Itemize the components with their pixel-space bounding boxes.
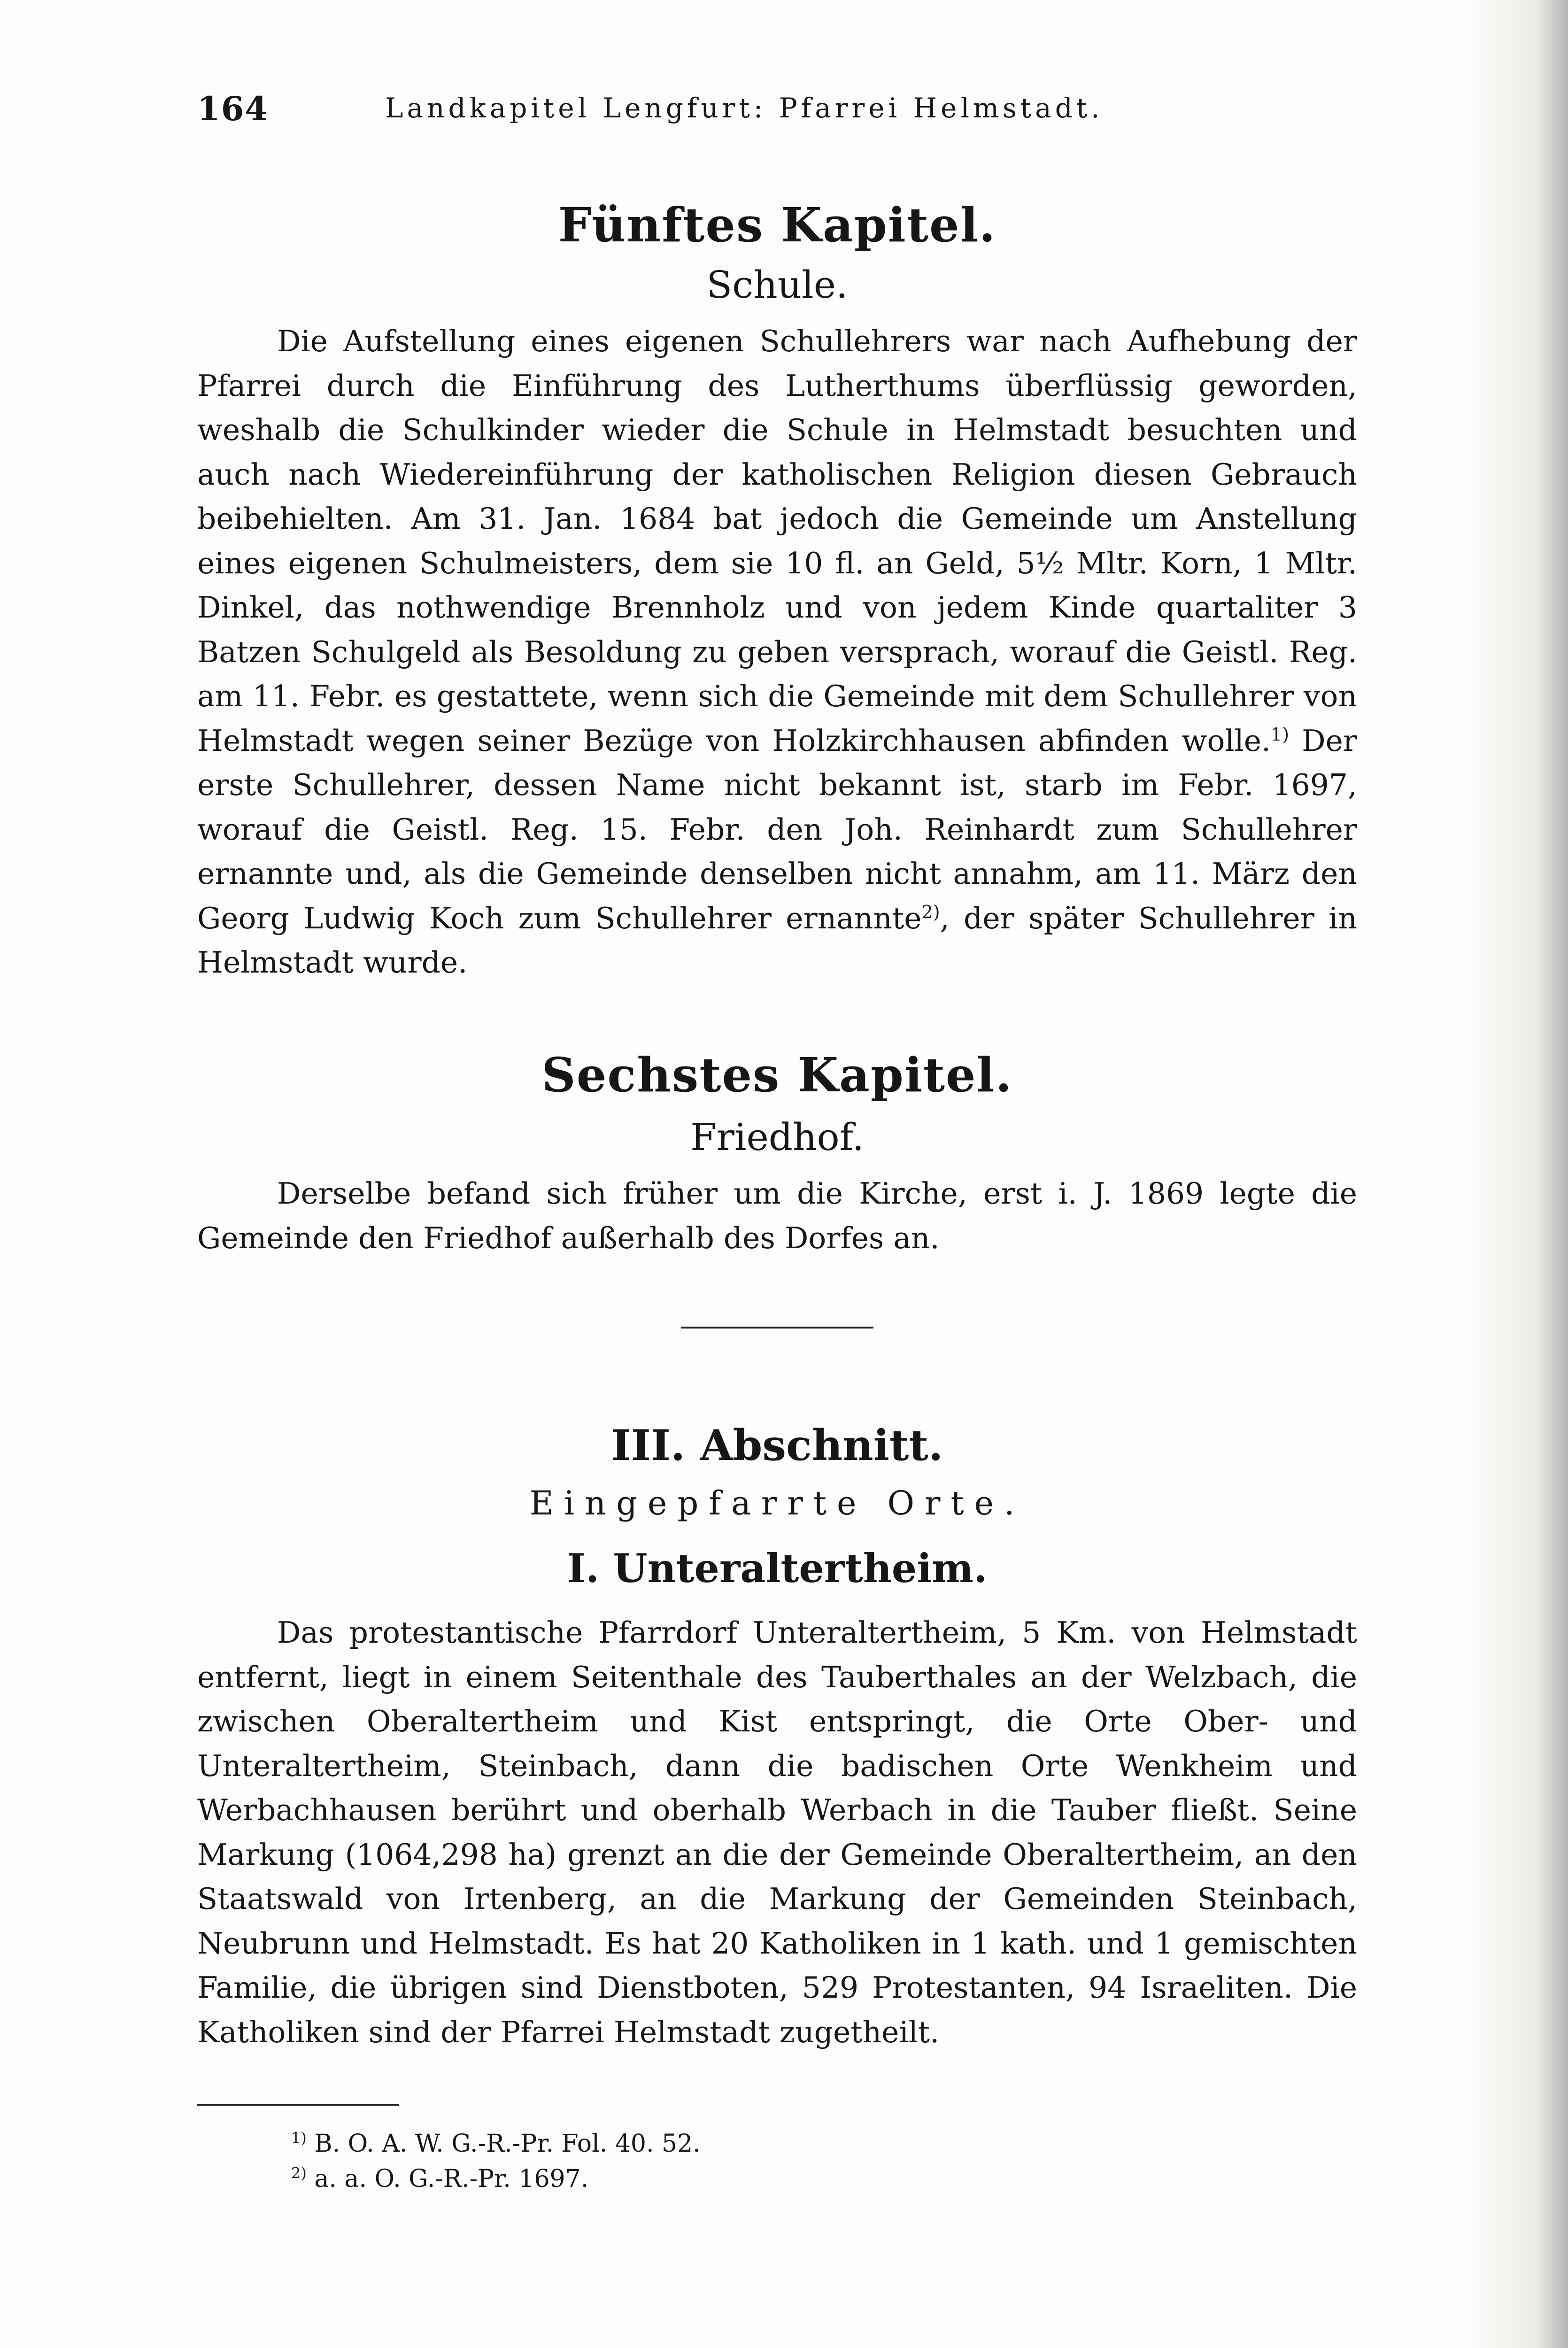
footnote-ref-1: 1) [1271,724,1290,745]
footnote-1-mark: 1) [291,2129,307,2147]
chapter-5-paragraph [197,319,1357,985]
chapter-5-text-1: Die Aufstellung eines eigenen Schullehrers war nach Aufhebung der Pfarrei durch die Einführung des Lutherthums überflüssig geworden, weshalb die Schulkinder wieder die Schule in Helmstadt besuchten und auch nach Wiedereinführung der katholischen Religion diesen Gebrauch beibehielten. Am 31. Jan. 1684 bat jedoch die Gemeinde um Anstellung eines eigenen Schulmeisters, dem sie 10 fl. an Geld, 5½ Mltr. Korn, 1 Mltr. Dinkel, das nothwendige Brennholz und von jedem Kinde quartaliter 3 Batzen Schulgeld als Besoldung zu geben versprach, worauf die Geistl. Reg. am 11. Febr. es gestattete, wenn sich die Gemeinde mit dem Schullehrer von Helmstadt wegen seiner Bezüge von Holzkirchhausen abfinden wolle. [197,324,1357,758]
place-title: I. Unteraltertheim. [567,1545,988,1591]
chapter-5-text-3: , der später Schullehrer in Helmstadt wurde. [197,901,1358,980]
running-title: Landkapitel Lengfurt: Pfarrei Helmstadt. [385,92,1104,124]
chapter-5-text-2: Der erste Schullehrer, dessen Name nicht bekannt ist, starb im Febr. 1697, worauf die Geistl. Reg. 15. Febr. den Joh. Reinhardt zum Schullehrer ernannte und, als die Gemeinde denselben nicht annahm, am 11. März den Georg Ludwig Koch zum Schullehrer ernannte [197,723,1358,935]
section-divider [681,1327,873,1328]
chapter-5-subtitle: Schule. [706,263,848,307]
footnote-2-text: a. a. O. G.-R.-Pr. 1697. [306,2165,589,2193]
footnote-rule [197,2104,399,2106]
chapter-6-paragraph: Derselbe befand sich früher um die Kirche, erst i. J. 1869 legte die Gemeinde den Friedhof außerhalb des Dorfes an. [197,1176,1357,1255]
chapter-6-subtitle: Friedhof. [690,1115,864,1159]
section-3-title: III. Abschnitt. [611,1421,943,1470]
section-3-subtitle: Eingepfarrte Orte. [529,1484,1025,1522]
footnote-ref-2: 2) [921,901,940,922]
chapter-5-title: Fünftes Kapitel. [558,197,996,253]
section-3-paragraph: Das protestantische Pfarrdorf Unteraltertheim, 5 Km. von Helmstadt entfernt, liegt in einem Seitenthale des Tauberthales an der Welzbach, die zwischen Oberaltertheim und Kist entspringt, die Orte Ober- und Unteraltertheim, Steinbach, dann die badischen Orte Wenkheim und Werbachhausen berührt und oberhalb Werbach in die Tauber fließt. Seine Markung (1064,298 ha) grenzt an die der Gemeinde Oberaltertheim, an den Staatswald von Irtenberg, an die Markung der Gemeinden Steinbach, Neubrunn und Helmstadt. Es hat 20 Katholiken in 1 kath. und 1 gemischten Familie, die übrigen sind Dienstboten, 529 Protestanten, 94 Israeliten. Die Katholiken sind der Pfarrei Helmstadt zugetheilt. [197,1615,1357,2049]
page-number: 164 [197,89,269,128]
page-edge-shadow [1465,0,1568,2348]
running-head [197,89,1357,141]
footnote-1 [291,2127,1324,2160]
chapter-6-title: Sechstes Kapitel. [541,1047,1013,1103]
footnote-2 [291,2163,1324,2195]
footnote-2-mark: 2) [291,2164,307,2182]
footnote-1-text: B. O. A. W. G.-R.-Pr. Fol. 40. 52. [306,2130,701,2158]
